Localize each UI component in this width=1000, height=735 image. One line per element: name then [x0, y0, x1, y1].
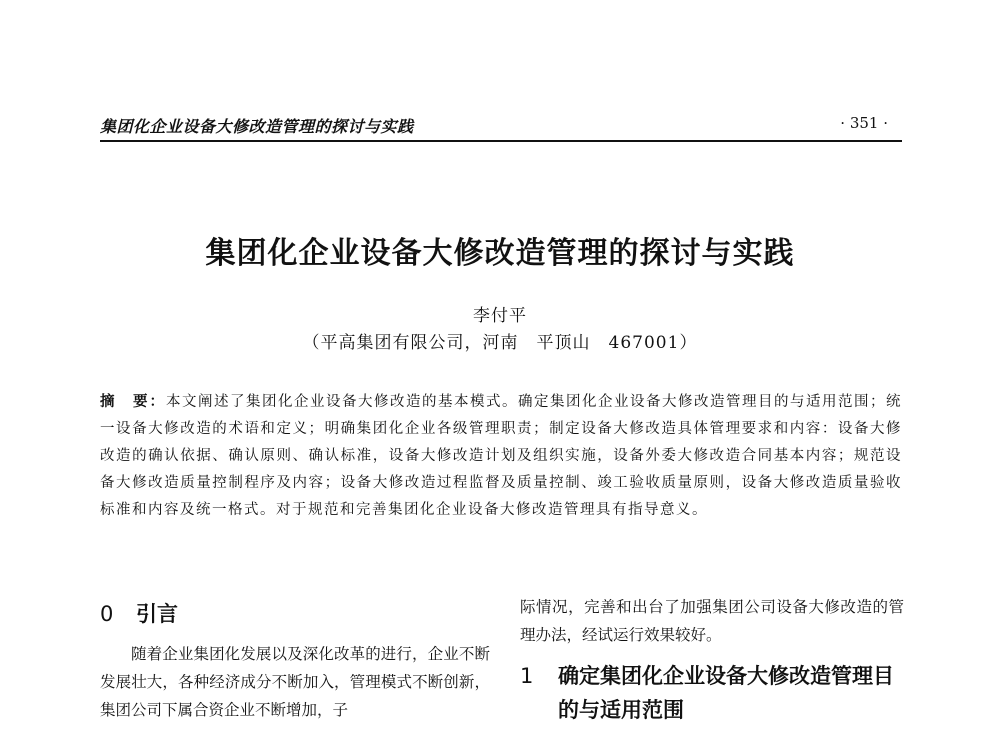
abstract-label: 摘 要： [100, 394, 166, 410]
section-1-title: 确定集团化企业设备大修改造管理目的与适用范围 [558, 664, 894, 722]
right-column [520, 593, 904, 727]
section-0-title: 引言 [136, 602, 178, 626]
abstract-text: 本文阐述了集团化企业设备大修改造的基本模式。确定集团化企业设备大修改造管理目的与适用范围；统一设备大修改造的术语和定义；明确集团化企业各级管理职责；制定设备大修改造具体管理要求和内容：设备大修改造的确认依据、确认原则、确认标准，设备大修改造计划及组织实施，设备外委大修改造合同基本内容；规范设备大修改造质量控制程序及内容；设备大修改造过程监督及质量控制、竣工验收质量原则，设备大修改造质量验收标准和内容及统一格式。对于规范和完善集团化企业设备大修改造管理具有指导意义。 [100, 394, 902, 518]
author-affiliation: （平高集团有限公司，河南 平顶山 467001） [302, 333, 698, 353]
continuation-paragraph: 际情况，完善和出台了加强集团公司设备大修改造的管理办法，经试运行效果较好。 [520, 598, 904, 644]
section-1-number: 1 [520, 664, 534, 688]
page-number: · 351 · [840, 114, 888, 132]
running-title: 集团化企业设备大修改造管理的探讨与实践 [100, 117, 414, 136]
author-name: 李付平 [473, 306, 527, 326]
left-column [100, 598, 490, 724]
running-header [100, 114, 902, 142]
article-title: 集团化企业设备大修改造管理的探讨与实践 [205, 236, 795, 271]
section-0-heading [100, 598, 490, 628]
section-0-paragraph: 随着企业集团化发展以及深化改革的进行，企业不断发展壮大，各种经济成分不断加入，管理模式不断创新，集团公司下属合资企业不断增加，子 [100, 645, 490, 719]
section-1-heading [520, 659, 904, 727]
section-0-number: 0 [100, 602, 114, 626]
abstract [100, 389, 902, 524]
